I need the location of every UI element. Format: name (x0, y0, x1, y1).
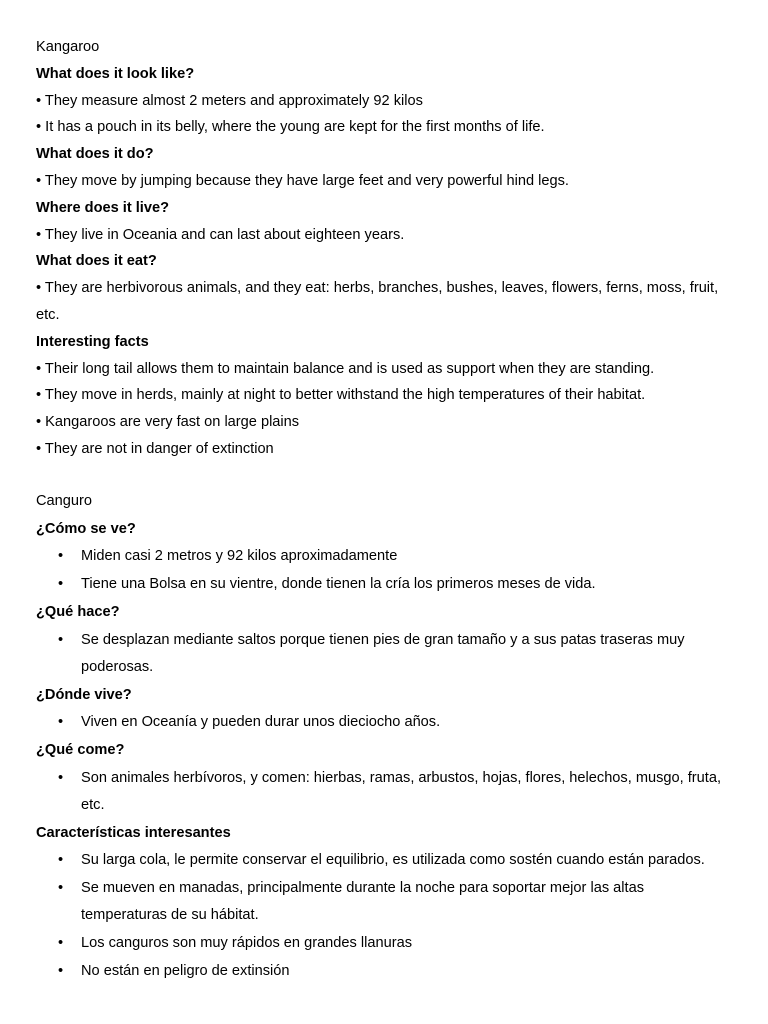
fact-line: • Their long tail allows them to maintain balance and is used as support when they are standing. (36, 360, 655, 377)
bullet-icon: • (58, 935, 64, 951)
section-heading-facts: Interesting facts (36, 333, 149, 350)
section-heading-do: What does it do? (36, 146, 154, 163)
english-section (36, 34, 736, 463)
spanish-section (36, 488, 736, 986)
list-item: • Tiene una Bolsa en su vientre, donde tienen la cría los primeros meses de vida. (36, 571, 736, 598)
fact-line: • Kangaroos are very fast on large plains (36, 414, 300, 431)
list-item: • Miden casi 2 metros y 92 kilos aproximadamente (36, 543, 736, 570)
bullet-icon: • (58, 963, 64, 979)
list-item: • Se desplazan mediante saltos porque tienen pies de gran tamaño y a sus patas traseras muy poderosas. (36, 627, 736, 681)
bullet-icon: • (58, 631, 64, 648)
bullet-list (36, 627, 736, 681)
fact-line: • It has a pouch in its belly, where the young are kept for the first months of life. (36, 119, 545, 136)
seccion-que-hace: ¿Qué hace? (36, 604, 120, 620)
bullet-icon: • (58, 769, 64, 786)
fact-line: • They are not in danger of extinction (36, 440, 274, 457)
bullet-icon: • (58, 714, 64, 730)
bullet-icon: • (58, 880, 64, 896)
fact-line: • They measure almost 2 meters and approximately 92 kilos (36, 92, 423, 109)
bullet-list (36, 543, 736, 598)
bullet-list (36, 765, 736, 819)
spanish-title: Canguro (36, 493, 92, 509)
seccion-como-se-ve: ¿Cómo se ve? (36, 520, 136, 537)
list-item: • Son animales herbívoros, y comen: hierbas, ramas, arbustos, hojas, flores, helechos, musgo, fruta, etc. (36, 765, 736, 819)
list-item: • Se mueven en manadas, principalmente durante la noche para soportar mejor las altas temperaturas de su hábitat. (36, 875, 736, 929)
list-item: • No están en peligro de extinsión (36, 958, 736, 985)
fact-line: • They are herbivorous animals, and they eat: herbs, branches, bushes, leaves, flowers, ferns, moss, fruit, etc. (36, 280, 719, 323)
list-item: • Viven en Oceanía y pueden durar unos dieciocho años. (36, 709, 736, 736)
bullet-icon: • (58, 548, 64, 564)
list-item: • Su larga cola, le permite conservar el equilibrio, es utilizada como sostén cuando están parados. (36, 847, 736, 874)
english-title: Kangaroo (36, 39, 100, 55)
fact-line: • They live in Oceania and can last about eighteen years. (36, 226, 405, 243)
fact-line: • They move by jumping because they have large feet and very powerful hind legs. (36, 172, 569, 189)
bullet-icon: • (58, 852, 64, 868)
seccion-caracteristicas: Características interesantes (36, 824, 231, 841)
list-item: • Los canguros son muy rápidos en grandes llanuras (36, 930, 736, 957)
section-heading-live: Where does it live? (36, 199, 169, 216)
section-heading-look: What does it look like? (36, 65, 195, 82)
bullet-icon: • (58, 576, 64, 592)
seccion-donde-vive: ¿Dónde vive? (36, 686, 132, 703)
seccion-que-come: ¿Qué come? (36, 742, 125, 758)
bullet-list (36, 709, 736, 736)
section-heading-eat: What does it eat? (36, 253, 157, 270)
fact-line: • They move in herds, mainly at night to better withstand the high temperatures of their habitat. (36, 387, 646, 404)
bullet-list (36, 847, 736, 985)
